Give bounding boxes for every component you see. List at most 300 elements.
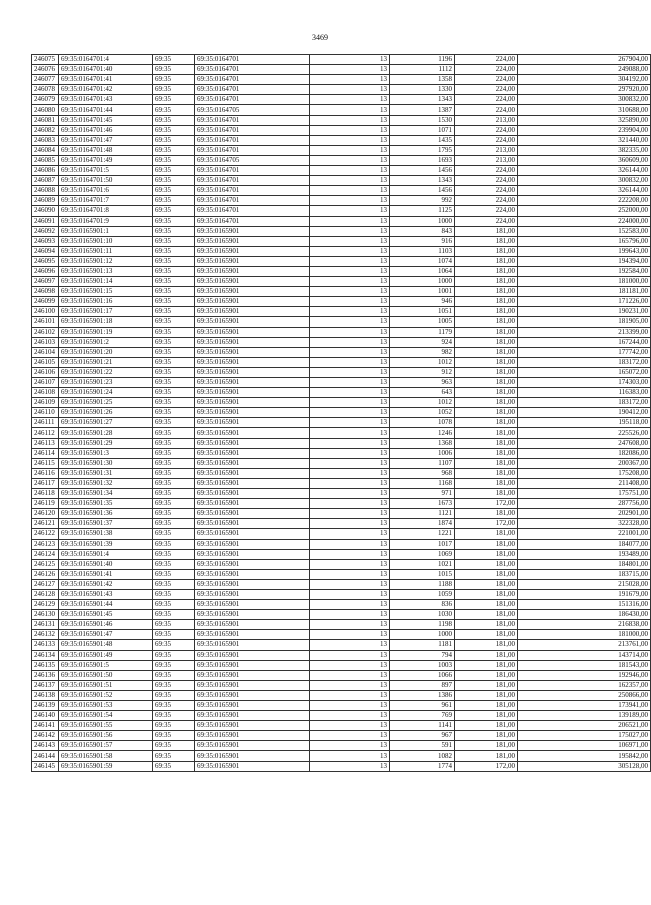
area-cell: 1051 xyxy=(390,307,455,317)
area-cell: 1017 xyxy=(390,539,455,549)
unit-price-cell: 181,00 xyxy=(455,236,518,246)
cadastral-quarter-cell: 69:35:0165901 xyxy=(195,610,310,620)
row-id-cell: 246135 xyxy=(32,660,59,670)
cadastral-district-cell: 69:35 xyxy=(153,731,195,741)
cadastral-value-cell: 300832,00 xyxy=(518,95,651,105)
cadastral-district-cell: 69:35 xyxy=(153,650,195,660)
area-cell: 1112 xyxy=(390,65,455,75)
cadastral-district-cell: 69:35 xyxy=(153,65,195,75)
unit-price-cell: 181,00 xyxy=(455,489,518,499)
table-row xyxy=(32,378,651,388)
cadastral-quarter-cell: 69:35:0165901 xyxy=(195,690,310,700)
cadastral-value-cell: 195118,00 xyxy=(518,418,651,428)
category-code-cell: 13 xyxy=(310,246,390,256)
unit-price-cell: 213,00 xyxy=(455,115,518,125)
cadastral-quarter-cell: 69:35:0165901 xyxy=(195,630,310,640)
row-id-cell: 246119 xyxy=(32,499,59,509)
cadastral-value-cell: 181000,00 xyxy=(518,277,651,287)
cadastral-quarter-cell: 69:35:0165901 xyxy=(195,650,310,660)
cadastral-number-cell: 69:35:0165901:13 xyxy=(59,266,153,276)
cadastral-district-cell: 69:35 xyxy=(153,327,195,337)
cadastral-value-cell: 382335,00 xyxy=(518,145,651,155)
cadastral-value-cell: 171226,00 xyxy=(518,297,651,307)
cadastral-number-cell: 69:35:0165901:12 xyxy=(59,256,153,266)
category-code-cell: 13 xyxy=(310,166,390,176)
category-code-cell: 13 xyxy=(310,398,390,408)
cadastral-value-cell: 151316,00 xyxy=(518,600,651,610)
table-row xyxy=(32,125,651,135)
cadastral-value-cell: 304192,00 xyxy=(518,75,651,85)
cadastral-quarter-cell: 69:35:0165901 xyxy=(195,236,310,246)
area-cell: 897 xyxy=(390,680,455,690)
cadastral-number-cell: 69:35:0165901:32 xyxy=(59,478,153,488)
unit-price-cell: 181,00 xyxy=(455,569,518,579)
cadastral-quarter-cell: 69:35:0165901 xyxy=(195,347,310,357)
table-row xyxy=(32,761,651,771)
cadastral-number-cell: 69:35:0165901:10 xyxy=(59,236,153,246)
area-cell: 1673 xyxy=(390,499,455,509)
cadastral-number-cell: 69:35:0165901:46 xyxy=(59,620,153,630)
cadastral-district-cell: 69:35 xyxy=(153,600,195,610)
area-cell: 1358 xyxy=(390,75,455,85)
area-cell: 1005 xyxy=(390,317,455,327)
area-cell: 1107 xyxy=(390,458,455,468)
row-id-cell: 246094 xyxy=(32,246,59,256)
category-code-cell: 13 xyxy=(310,307,390,317)
area-cell: 1012 xyxy=(390,398,455,408)
cadastral-number-cell: 69:35:0165901:48 xyxy=(59,640,153,650)
cadastral-number-cell: 69:35:0165901:58 xyxy=(59,751,153,761)
table-row xyxy=(32,468,651,478)
unit-price-cell: 181,00 xyxy=(455,529,518,539)
cadastral-quarter-cell: 69:35:0165901 xyxy=(195,741,310,751)
cadastral-number-cell: 69:35:0164701:47 xyxy=(59,135,153,145)
category-code-cell: 13 xyxy=(310,589,390,599)
cadastral-number-cell: 69:35:0165901:26 xyxy=(59,408,153,418)
row-id-cell: 246092 xyxy=(32,226,59,236)
row-id-cell: 246075 xyxy=(32,55,59,65)
category-code-cell: 13 xyxy=(310,388,390,398)
area-cell: 1188 xyxy=(390,579,455,589)
cadastral-value-cell: 250866,00 xyxy=(518,690,651,700)
category-code-cell: 13 xyxy=(310,418,390,428)
cadastral-quarter-cell: 69:35:0165901 xyxy=(195,458,310,468)
table-row xyxy=(32,741,651,751)
cadastral-value-cell: 249088,00 xyxy=(518,65,651,75)
unit-price-cell: 181,00 xyxy=(455,690,518,700)
cadastral-district-cell: 69:35 xyxy=(153,105,195,115)
area-cell: 912 xyxy=(390,367,455,377)
table-row xyxy=(32,287,651,297)
row-id-cell: 246095 xyxy=(32,256,59,266)
unit-price-cell: 181,00 xyxy=(455,256,518,266)
row-id-cell: 246079 xyxy=(32,95,59,105)
area-cell: 1181 xyxy=(390,640,455,650)
cadastral-valuation-table xyxy=(31,54,651,772)
row-id-cell: 246099 xyxy=(32,297,59,307)
cadastral-value-cell: 239904,00 xyxy=(518,125,651,135)
cadastral-quarter-cell: 69:35:0165901 xyxy=(195,559,310,569)
cadastral-quarter-cell: 69:35:0164701 xyxy=(195,75,310,85)
unit-price-cell: 181,00 xyxy=(455,418,518,428)
unit-price-cell: 224,00 xyxy=(455,206,518,216)
cadastral-number-cell: 69:35:0164701:48 xyxy=(59,145,153,155)
row-id-cell: 246116 xyxy=(32,468,59,478)
table-row xyxy=(32,680,651,690)
cadastral-district-cell: 69:35 xyxy=(153,509,195,519)
table-row xyxy=(32,256,651,266)
row-id-cell: 246110 xyxy=(32,408,59,418)
unit-price-cell: 181,00 xyxy=(455,620,518,630)
table-row xyxy=(32,559,651,569)
area-cell: 1141 xyxy=(390,721,455,731)
area-cell: 794 xyxy=(390,650,455,660)
cadastral-quarter-cell: 69:35:0165901 xyxy=(195,226,310,236)
cadastral-quarter-cell: 69:35:0165901 xyxy=(195,640,310,650)
cadastral-number-cell: 69:35:0164701:41 xyxy=(59,75,153,85)
cadastral-district-cell: 69:35 xyxy=(153,216,195,226)
cadastral-value-cell: 222208,00 xyxy=(518,196,651,206)
cadastral-district-cell: 69:35 xyxy=(153,347,195,357)
category-code-cell: 13 xyxy=(310,347,390,357)
table-row xyxy=(32,206,651,216)
area-cell: 963 xyxy=(390,378,455,388)
cadastral-quarter-cell: 69:35:0165901 xyxy=(195,327,310,337)
area-cell: 843 xyxy=(390,226,455,236)
table-row xyxy=(32,448,651,458)
cadastral-district-cell: 69:35 xyxy=(153,620,195,630)
cadastral-value-cell: 213399,00 xyxy=(518,327,651,337)
cadastral-number-cell: 69:35:0165901:25 xyxy=(59,398,153,408)
cadastral-value-cell: 162357,00 xyxy=(518,680,651,690)
category-code-cell: 13 xyxy=(310,650,390,660)
cadastral-value-cell: 195842,00 xyxy=(518,751,651,761)
cadastral-quarter-cell: 69:35:0165901 xyxy=(195,388,310,398)
cadastral-quarter-cell: 69:35:0165901 xyxy=(195,418,310,428)
area-cell: 1221 xyxy=(390,529,455,539)
table-row xyxy=(32,579,651,589)
cadastral-quarter-cell: 69:35:0165901 xyxy=(195,256,310,266)
row-id-cell: 246093 xyxy=(32,236,59,246)
area-cell: 643 xyxy=(390,388,455,398)
cadastral-district-cell: 69:35 xyxy=(153,761,195,771)
category-code-cell: 13 xyxy=(310,105,390,115)
table-row xyxy=(32,115,651,125)
cadastral-value-cell: 183172,00 xyxy=(518,398,651,408)
unit-price-cell: 181,00 xyxy=(455,408,518,418)
row-id-cell: 246118 xyxy=(32,489,59,499)
row-id-cell: 246129 xyxy=(32,600,59,610)
table-row xyxy=(32,519,651,529)
cadastral-district-cell: 69:35 xyxy=(153,297,195,307)
row-id-cell: 246084 xyxy=(32,145,59,155)
cadastral-district-cell: 69:35 xyxy=(153,378,195,388)
unit-price-cell: 181,00 xyxy=(455,317,518,327)
cadastral-district-cell: 69:35 xyxy=(153,499,195,509)
cadastral-quarter-cell: 69:35:0165901 xyxy=(195,367,310,377)
area-cell: 769 xyxy=(390,711,455,721)
cadastral-value-cell: 206521,00 xyxy=(518,721,651,731)
unit-price-cell: 181,00 xyxy=(455,266,518,276)
cadastral-value-cell: 181905,00 xyxy=(518,317,651,327)
category-code-cell: 13 xyxy=(310,519,390,529)
cadastral-district-cell: 69:35 xyxy=(153,701,195,711)
unit-price-cell: 181,00 xyxy=(455,711,518,721)
area-cell: 836 xyxy=(390,600,455,610)
cadastral-number-cell: 69:35:0165901:54 xyxy=(59,711,153,721)
table-row xyxy=(32,135,651,145)
cadastral-quarter-cell: 69:35:0165901 xyxy=(195,478,310,488)
table-row xyxy=(32,388,651,398)
cadastral-number-cell: 69:35:0164701:8 xyxy=(59,206,153,216)
table-row xyxy=(32,155,651,165)
cadastral-number-cell: 69:35:0165901:34 xyxy=(59,489,153,499)
area-cell: 946 xyxy=(390,297,455,307)
category-code-cell: 13 xyxy=(310,428,390,438)
row-id-cell: 246112 xyxy=(32,428,59,438)
cadastral-district-cell: 69:35 xyxy=(153,519,195,529)
cadastral-value-cell: 310688,00 xyxy=(518,105,651,115)
cadastral-value-cell: 191679,00 xyxy=(518,589,651,599)
cadastral-district-cell: 69:35 xyxy=(153,448,195,458)
area-cell: 1693 xyxy=(390,155,455,165)
cadastral-number-cell: 69:35:0165901:38 xyxy=(59,529,153,539)
row-id-cell: 246103 xyxy=(32,337,59,347)
cadastral-district-cell: 69:35 xyxy=(153,579,195,589)
cadastral-quarter-cell: 69:35:0164701 xyxy=(195,125,310,135)
cadastral-quarter-cell: 69:35:0165901 xyxy=(195,489,310,499)
table-row xyxy=(32,428,651,438)
row-id-cell: 246117 xyxy=(32,478,59,488)
unit-price-cell: 181,00 xyxy=(455,378,518,388)
cadastral-quarter-cell: 69:35:0165901 xyxy=(195,337,310,347)
unit-price-cell: 224,00 xyxy=(455,166,518,176)
cadastral-district-cell: 69:35 xyxy=(153,155,195,165)
cadastral-district-cell: 69:35 xyxy=(153,307,195,317)
unit-price-cell: 172,00 xyxy=(455,519,518,529)
area-cell: 1064 xyxy=(390,266,455,276)
cadastral-number-cell: 69:35:0165901:47 xyxy=(59,630,153,640)
unit-price-cell: 224,00 xyxy=(455,75,518,85)
cadastral-district-cell: 69:35 xyxy=(153,549,195,559)
unit-price-cell: 181,00 xyxy=(455,357,518,367)
cadastral-number-cell: 69:35:0165901:23 xyxy=(59,378,153,388)
table-row xyxy=(32,478,651,488)
unit-price-cell: 181,00 xyxy=(455,600,518,610)
cadastral-number-cell: 69:35:0165901:55 xyxy=(59,721,153,731)
cadastral-value-cell: 213761,00 xyxy=(518,640,651,650)
unit-price-cell: 213,00 xyxy=(455,145,518,155)
cadastral-district-cell: 69:35 xyxy=(153,196,195,206)
cadastral-value-cell: 175208,00 xyxy=(518,468,651,478)
table-row xyxy=(32,509,651,519)
cadastral-value-cell: 174303,00 xyxy=(518,378,651,388)
row-id-cell: 246078 xyxy=(32,85,59,95)
cadastral-district-cell: 69:35 xyxy=(153,246,195,256)
unit-price-cell: 181,00 xyxy=(455,650,518,660)
cadastral-value-cell: 221001,00 xyxy=(518,529,651,539)
unit-price-cell: 224,00 xyxy=(455,186,518,196)
unit-price-cell: 181,00 xyxy=(455,287,518,297)
cadastral-quarter-cell: 69:35:0165901 xyxy=(195,317,310,327)
cadastral-number-cell: 69:35:0165901:49 xyxy=(59,650,153,660)
unit-price-cell: 224,00 xyxy=(455,105,518,115)
cadastral-number-cell: 69:35:0164701:40 xyxy=(59,65,153,75)
row-id-cell: 246080 xyxy=(32,105,59,115)
row-id-cell: 246083 xyxy=(32,135,59,145)
area-cell: 1168 xyxy=(390,478,455,488)
area-cell: 1052 xyxy=(390,408,455,418)
row-id-cell: 246081 xyxy=(32,115,59,125)
area-cell: 1001 xyxy=(390,287,455,297)
area-cell: 1530 xyxy=(390,115,455,125)
cadastral-district-cell: 69:35 xyxy=(153,388,195,398)
cadastral-district-cell: 69:35 xyxy=(153,226,195,236)
cadastral-district-cell: 69:35 xyxy=(153,357,195,367)
cadastral-district-cell: 69:35 xyxy=(153,489,195,499)
category-code-cell: 13 xyxy=(310,751,390,761)
row-id-cell: 246133 xyxy=(32,640,59,650)
table-row xyxy=(32,226,651,236)
unit-price-cell: 181,00 xyxy=(455,468,518,478)
cadastral-value-cell: 183172,00 xyxy=(518,357,651,367)
cadastral-value-cell: 190412,00 xyxy=(518,408,651,418)
cadastral-value-cell: 326144,00 xyxy=(518,166,651,176)
category-code-cell: 13 xyxy=(310,226,390,236)
cadastral-number-cell: 69:35:0165901:39 xyxy=(59,539,153,549)
table-row xyxy=(32,327,651,337)
category-code-cell: 13 xyxy=(310,378,390,388)
cadastral-value-cell: 322328,00 xyxy=(518,519,651,529)
cadastral-value-cell: 184801,00 xyxy=(518,559,651,569)
cadastral-quarter-cell: 69:35:0164701 xyxy=(195,85,310,95)
category-code-cell: 13 xyxy=(310,297,390,307)
row-id-cell: 246111 xyxy=(32,418,59,428)
cadastral-district-cell: 69:35 xyxy=(153,640,195,650)
unit-price-cell: 224,00 xyxy=(455,95,518,105)
row-id-cell: 246120 xyxy=(32,509,59,519)
table-row xyxy=(32,751,651,761)
unit-price-cell: 181,00 xyxy=(455,297,518,307)
cadastral-value-cell: 326144,00 xyxy=(518,186,651,196)
area-cell: 971 xyxy=(390,489,455,499)
cadastral-number-cell: 69:35:0164701:46 xyxy=(59,125,153,135)
cadastral-district-cell: 69:35 xyxy=(153,186,195,196)
cadastral-district-cell: 69:35 xyxy=(153,408,195,418)
cadastral-quarter-cell: 69:35:0165901 xyxy=(195,277,310,287)
cadastral-value-cell: 184077,00 xyxy=(518,539,651,549)
cadastral-value-cell: 325890,00 xyxy=(518,115,651,125)
category-code-cell: 13 xyxy=(310,660,390,670)
cadastral-district-cell: 69:35 xyxy=(153,418,195,428)
cadastral-value-cell: 267904,00 xyxy=(518,55,651,65)
cadastral-district-cell: 69:35 xyxy=(153,135,195,145)
cadastral-value-cell: 186430,00 xyxy=(518,610,651,620)
cadastral-value-cell: 177742,00 xyxy=(518,347,651,357)
category-code-cell: 13 xyxy=(310,55,390,65)
cadastral-quarter-cell: 69:35:0164701 xyxy=(195,65,310,75)
area-cell: 967 xyxy=(390,731,455,741)
cadastral-quarter-cell: 69:35:0165901 xyxy=(195,670,310,680)
category-code-cell: 13 xyxy=(310,489,390,499)
row-id-cell: 246138 xyxy=(32,690,59,700)
table-row xyxy=(32,569,651,579)
cadastral-district-cell: 69:35 xyxy=(153,569,195,579)
cadastral-number-cell: 69:35:0165901:15 xyxy=(59,287,153,297)
cadastral-district-cell: 69:35 xyxy=(153,589,195,599)
table-row xyxy=(32,95,651,105)
cadastral-value-cell: 194394,00 xyxy=(518,256,651,266)
cadastral-number-cell: 69:35:0165901:43 xyxy=(59,589,153,599)
cadastral-quarter-cell: 69:35:0164701 xyxy=(195,216,310,226)
cadastral-value-cell: 183715,00 xyxy=(518,569,651,579)
cadastral-quarter-cell: 69:35:0165901 xyxy=(195,428,310,438)
area-cell: 1456 xyxy=(390,166,455,176)
unit-price-cell: 224,00 xyxy=(455,85,518,95)
table-row xyxy=(32,610,651,620)
row-id-cell: 246128 xyxy=(32,589,59,599)
cadastral-number-cell: 69:35:0164701:5 xyxy=(59,166,153,176)
cadastral-number-cell: 69:35:0165901:52 xyxy=(59,690,153,700)
category-code-cell: 13 xyxy=(310,559,390,569)
unit-price-cell: 181,00 xyxy=(455,448,518,458)
cadastral-quarter-cell: 69:35:0164701 xyxy=(195,176,310,186)
row-id-cell: 246143 xyxy=(32,741,59,751)
cadastral-value-cell: 297920,00 xyxy=(518,85,651,95)
category-code-cell: 13 xyxy=(310,499,390,509)
cadastral-district-cell: 69:35 xyxy=(153,75,195,85)
cadastral-district-cell: 69:35 xyxy=(153,95,195,105)
cadastral-district-cell: 69:35 xyxy=(153,317,195,327)
cadastral-number-cell: 69:35:0165901:31 xyxy=(59,468,153,478)
cadastral-number-cell: 69:35:0164701:43 xyxy=(59,95,153,105)
cadastral-value-cell: 360609,00 xyxy=(518,155,651,165)
row-id-cell: 246126 xyxy=(32,569,59,579)
cadastral-number-cell: 69:35:0165901:41 xyxy=(59,569,153,579)
area-cell: 1121 xyxy=(390,509,455,519)
cadastral-quarter-cell: 69:35:0165901 xyxy=(195,246,310,256)
row-id-cell: 246141 xyxy=(32,721,59,731)
area-cell: 1198 xyxy=(390,620,455,630)
cadastral-value-cell: 287756,00 xyxy=(518,499,651,509)
unit-price-cell: 181,00 xyxy=(455,307,518,317)
cadastral-district-cell: 69:35 xyxy=(153,176,195,186)
unit-price-cell: 181,00 xyxy=(455,388,518,398)
unit-price-cell: 224,00 xyxy=(455,196,518,206)
cadastral-quarter-cell: 69:35:0165901 xyxy=(195,549,310,559)
area-cell: 992 xyxy=(390,196,455,206)
cadastral-value-cell: 139189,00 xyxy=(518,711,651,721)
cadastral-number-cell: 69:35:0165901:50 xyxy=(59,670,153,680)
unit-price-cell: 181,00 xyxy=(455,428,518,438)
table-row xyxy=(32,65,651,75)
area-cell: 1330 xyxy=(390,85,455,95)
area-cell: 1000 xyxy=(390,216,455,226)
row-id-cell: 246097 xyxy=(32,277,59,287)
cadastral-value-cell: 199643,00 xyxy=(518,246,651,256)
category-code-cell: 13 xyxy=(310,670,390,680)
table-row xyxy=(32,357,651,367)
row-id-cell: 246113 xyxy=(32,438,59,448)
cadastral-quarter-cell: 69:35:0165901 xyxy=(195,680,310,690)
cadastral-district-cell: 69:35 xyxy=(153,287,195,297)
cadastral-quarter-cell: 69:35:0164701 xyxy=(195,95,310,105)
unit-price-cell: 224,00 xyxy=(455,176,518,186)
table-row xyxy=(32,660,651,670)
category-code-cell: 13 xyxy=(310,438,390,448)
cadastral-district-cell: 69:35 xyxy=(153,539,195,549)
cadastral-district-cell: 69:35 xyxy=(153,711,195,721)
